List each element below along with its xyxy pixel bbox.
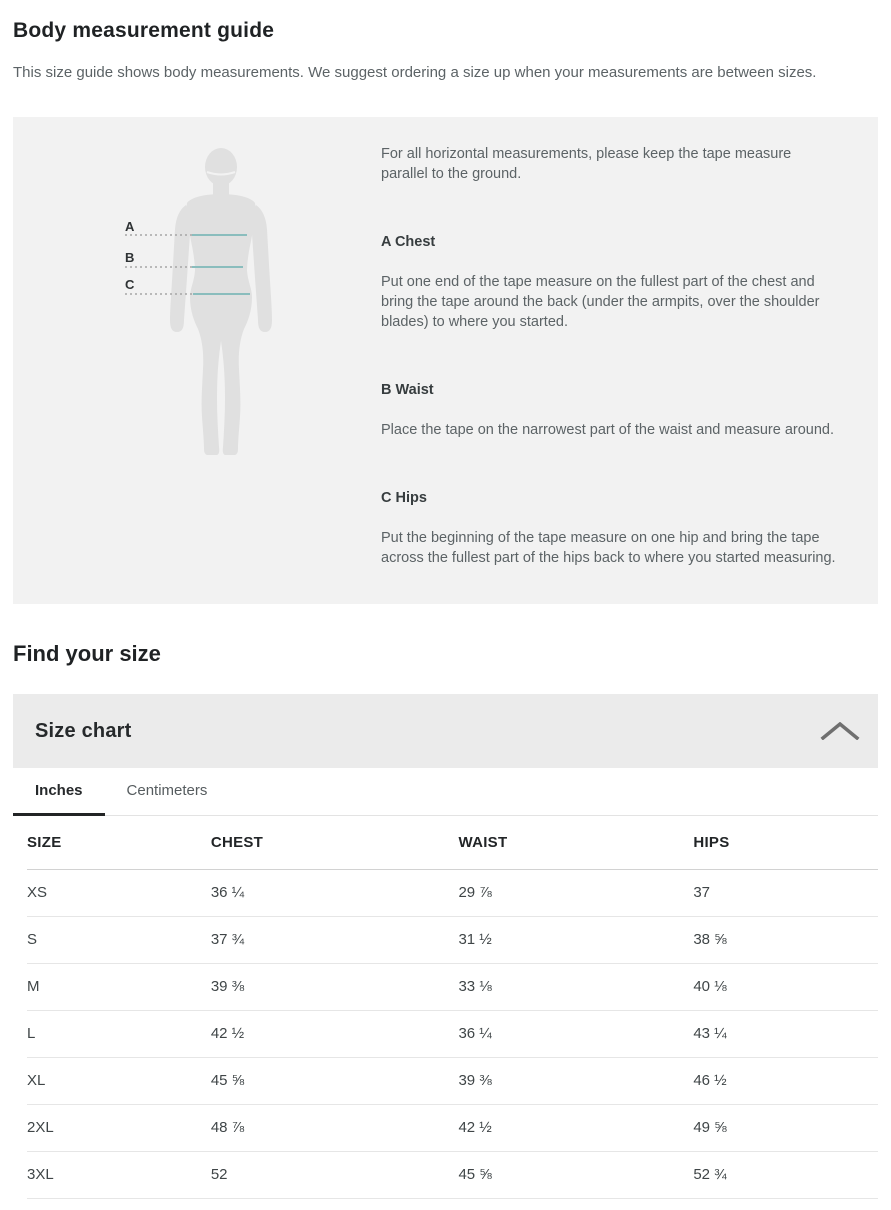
measurement-cell: 49 ⅝ — [693, 1104, 878, 1151]
measurement-cell: 33 ⅛ — [458, 963, 693, 1010]
measurement-cell: 42 ½ — [211, 1010, 459, 1057]
page-subtitle: This size guide shows body measurements. We suggest ordering a size up when your measurements are between sizes. — [13, 64, 817, 81]
measurement-cell: 36 ¼ — [211, 869, 459, 916]
measurement-cell: 29 ⅞ — [458, 869, 693, 916]
column-header-size: SIZE — [27, 816, 211, 869]
figure-label-b: B — [125, 250, 135, 265]
section-text-waist: Place the tape on the narrowest part of the waist and measure around. — [381, 422, 834, 438]
size-cell: 3XL — [27, 1151, 211, 1198]
measurement-guide-panel — [13, 117, 878, 604]
page-title: Body measurement guide — [13, 19, 275, 42]
measurement-instructions — [381, 117, 878, 604]
measure-intro-text: For all horizontal measurements, please keep the tape measure parallel to the ground. — [381, 146, 792, 182]
size-cell: M — [27, 963, 211, 1010]
size-cell: L — [27, 1010, 211, 1057]
unit-tabs — [13, 768, 878, 816]
measurement-cell: 43 ¼ — [693, 1010, 878, 1057]
figure-label-a: A — [125, 219, 135, 234]
measurement-cell: 52 ¾ — [693, 1151, 878, 1198]
measurement-cell: 45 ⅝ — [211, 1057, 459, 1104]
size-cell: 2XL — [27, 1104, 211, 1151]
find-your-size-heading: Find your size — [13, 641, 161, 666]
table-row — [27, 1057, 878, 1104]
section-label-chest: A Chest — [381, 234, 436, 250]
size-table-body — [27, 869, 878, 1198]
measurement-cell: 45 ⅝ — [458, 1151, 693, 1198]
measurement-cell: 40 ⅛ — [693, 963, 878, 1010]
size-guide-page — [0, 17, 891, 1207]
measurement-cell: 39 ⅜ — [211, 963, 459, 1010]
section-text-chest: Put one end of the tape measure on the fullest part of the chest and bring the tape around the back (under the armpits, over the shoulder blades) to where you started. — [381, 274, 820, 330]
measurement-cell: 46 ½ — [693, 1057, 878, 1104]
size-cell: XL — [27, 1057, 211, 1104]
measurement-cell: 37 — [693, 869, 878, 916]
section-label-hips: C Hips — [381, 490, 427, 506]
column-header-hips: HIPS — [693, 816, 878, 869]
size-table-container — [13, 816, 878, 1199]
human-figure-illustration — [170, 148, 272, 455]
measurement-cell: 31 ½ — [458, 916, 693, 963]
column-header-waist: WAIST — [458, 816, 693, 869]
column-header-chest: CHEST — [211, 816, 459, 869]
size-cell: XS — [27, 869, 211, 916]
size-cell: S — [27, 916, 211, 963]
body-figure — [13, 117, 381, 604]
measurement-cell: 36 ¼ — [458, 1010, 693, 1057]
size-table — [27, 816, 878, 1199]
table-row — [27, 916, 878, 963]
figure-label-c: C — [125, 277, 135, 292]
table-row — [27, 1151, 878, 1198]
measurement-cell: 52 — [211, 1151, 459, 1198]
table-header-row — [27, 816, 878, 869]
size-chart-accordion-header[interactable] — [13, 694, 878, 768]
tab-centimeters[interactable]: Centimeters — [105, 768, 230, 816]
measurement-cell: 42 ½ — [458, 1104, 693, 1151]
table-row — [27, 869, 878, 916]
tab-inches[interactable]: Inches — [13, 768, 105, 816]
body-measurement-figure-svg — [13, 117, 381, 604]
measurement-cell: 37 ¾ — [211, 916, 459, 963]
chevron-up-icon — [820, 722, 860, 740]
table-row — [27, 1010, 878, 1057]
table-row — [27, 1104, 878, 1151]
size-chart-title: Size chart — [35, 719, 132, 742]
measurement-cell: 39 ⅜ — [458, 1057, 693, 1104]
measurement-cell: 38 ⅝ — [693, 916, 878, 963]
section-label-waist: B Waist — [381, 382, 434, 398]
section-text-hips: Put the beginning of the tape measure on one hip and bring the tape across the fullest part of the hips back to where you started measuring. — [381, 530, 836, 566]
measurement-cell: 48 ⅞ — [211, 1104, 459, 1151]
table-row — [27, 963, 878, 1010]
